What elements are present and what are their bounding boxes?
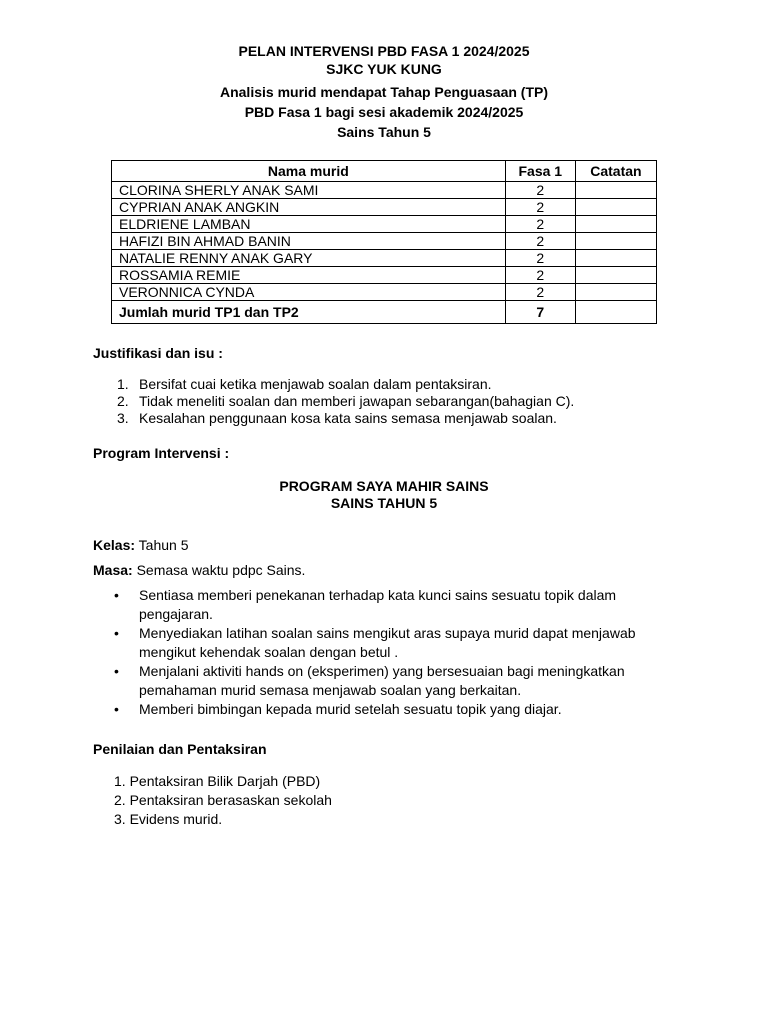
list-item: 1. Pentaksiran Bilik Darjah (PBD) [114, 773, 321, 789]
student-name: HAFIZI BIN AHMAD BANIN [112, 233, 506, 250]
program-subtitle: SAINS TAHUN 5 [330, 495, 438, 511]
catatan-value [575, 182, 656, 199]
table-row [112, 250, 657, 267]
item-text: Menyediakan latihan soalan sains mengikut aras supaya murid dapat menjawab mengikut kehendak soalan dengan betul . [139, 625, 636, 660]
masa-value: Semasa waktu pdpc Sains. [132, 562, 306, 578]
table-row [112, 284, 657, 301]
bullet-icon: • [114, 625, 119, 641]
table-row [112, 267, 657, 284]
list-item [114, 700, 674, 719]
justifikasi-list [93, 376, 575, 427]
bullet-icon: • [114, 663, 119, 679]
program-heading: Program Intervensi : [93, 445, 230, 461]
list-item [93, 393, 575, 410]
student-name: NATALIE RENNY ANAK GARY [112, 250, 506, 267]
header-nama-murid: Nama murid [112, 161, 506, 182]
list-item [93, 410, 557, 427]
item-number: 1. [117, 376, 129, 392]
program-bullet-list [114, 586, 674, 719]
list-item: 2. Pentaksiran berasaskan sekolah [114, 792, 332, 808]
total-value: 7 [505, 301, 575, 324]
list-item [114, 586, 674, 624]
list-item [93, 376, 553, 393]
student-name: ELDRIENE LAMBAN [112, 216, 506, 233]
student-table [111, 160, 657, 324]
item-number: 3. [117, 410, 129, 426]
header-catatan: Catatan [575, 161, 656, 182]
catatan-value [575, 233, 656, 250]
fasa-value: 2 [505, 284, 575, 301]
header-fasa-1: Fasa 1 [505, 161, 575, 182]
student-name: CYPRIAN ANAK ANGKIN [112, 199, 506, 216]
item-text: Kesalahan penggunaan kosa kata sains semasa menjawab soalan. [139, 410, 557, 426]
item-text: Memberi bimbingan kepada murid setelah sesuatu topik yang diajar. [139, 701, 562, 717]
bullet-icon: • [114, 701, 119, 717]
table-total-row [112, 301, 657, 324]
item-number: 2. [117, 393, 129, 409]
fasa-value: 2 [505, 233, 575, 250]
fasa-value: 2 [505, 267, 575, 284]
table-row [112, 233, 657, 250]
masa-label: Masa: [93, 562, 133, 578]
total-label: Jumlah murid TP1 dan TP2 [112, 301, 506, 324]
justifikasi-heading: Justifikasi dan isu : [93, 345, 223, 361]
analysis-title: Analisis murid mendapat Tahap Penguasaan (TP) [219, 84, 549, 100]
table-row [112, 182, 657, 199]
penilaian-list [114, 772, 332, 829]
student-name: VERONNICA CYNDA [112, 284, 506, 301]
list-item: 3. Evidens murid. [114, 811, 223, 827]
table-row [112, 216, 657, 233]
fasa-value: 2 [505, 216, 575, 233]
list-item [114, 624, 674, 662]
kelas-value: Tahun 5 [135, 537, 189, 553]
catatan-value [575, 284, 656, 301]
catatan-value [575, 250, 656, 267]
kelas-label: Kelas: [93, 537, 136, 553]
document-title: PELAN INTERVENSI PBD FASA 1 2024/2025 [238, 43, 530, 59]
subject-title: Sains Tahun 5 [337, 124, 431, 140]
student-name: CLORINA SHERLY ANAK SAMI [112, 182, 506, 199]
catatan-value [575, 199, 656, 216]
program-title: PROGRAM SAYA MAHIR SAINS [279, 478, 489, 494]
catatan-value [575, 267, 656, 284]
fasa-value: 2 [505, 250, 575, 267]
kelas-line [93, 536, 189, 554]
item-text: Menjalani aktiviti hands on (eksperimen) yang bersesuaian bagi meningkatkan pemahaman murid semasa menjawab soalan yang berkaitan. [139, 663, 625, 698]
student-name: ROSSAMIA REMIE [112, 267, 506, 284]
table-header-row [112, 161, 657, 182]
total-catatan [575, 301, 656, 324]
list-item [114, 662, 674, 700]
penilaian-heading: Penilaian dan Pentaksiran [93, 741, 267, 757]
item-text: Sentiasa memberi penekanan terhadap kata kunci sains sesuatu topik dalam pengajaran. [139, 587, 617, 622]
catatan-value [575, 216, 656, 233]
bullet-icon: • [114, 587, 119, 603]
item-text: Tidak meneliti soalan dan memberi jawapan sebarangan(bahagian C). [139, 393, 575, 409]
fasa-value: 2 [505, 182, 575, 199]
item-text: Bersifat cuai ketika menjawab soalan dalam pentaksiran. [139, 376, 492, 392]
school-name: SJKC YUK KUNG [326, 61, 442, 77]
session-title: PBD Fasa 1 bagi sesi akademik 2024/2025 [244, 104, 524, 120]
masa-line [93, 561, 305, 579]
table-row [112, 199, 657, 216]
fasa-value: 2 [505, 199, 575, 216]
